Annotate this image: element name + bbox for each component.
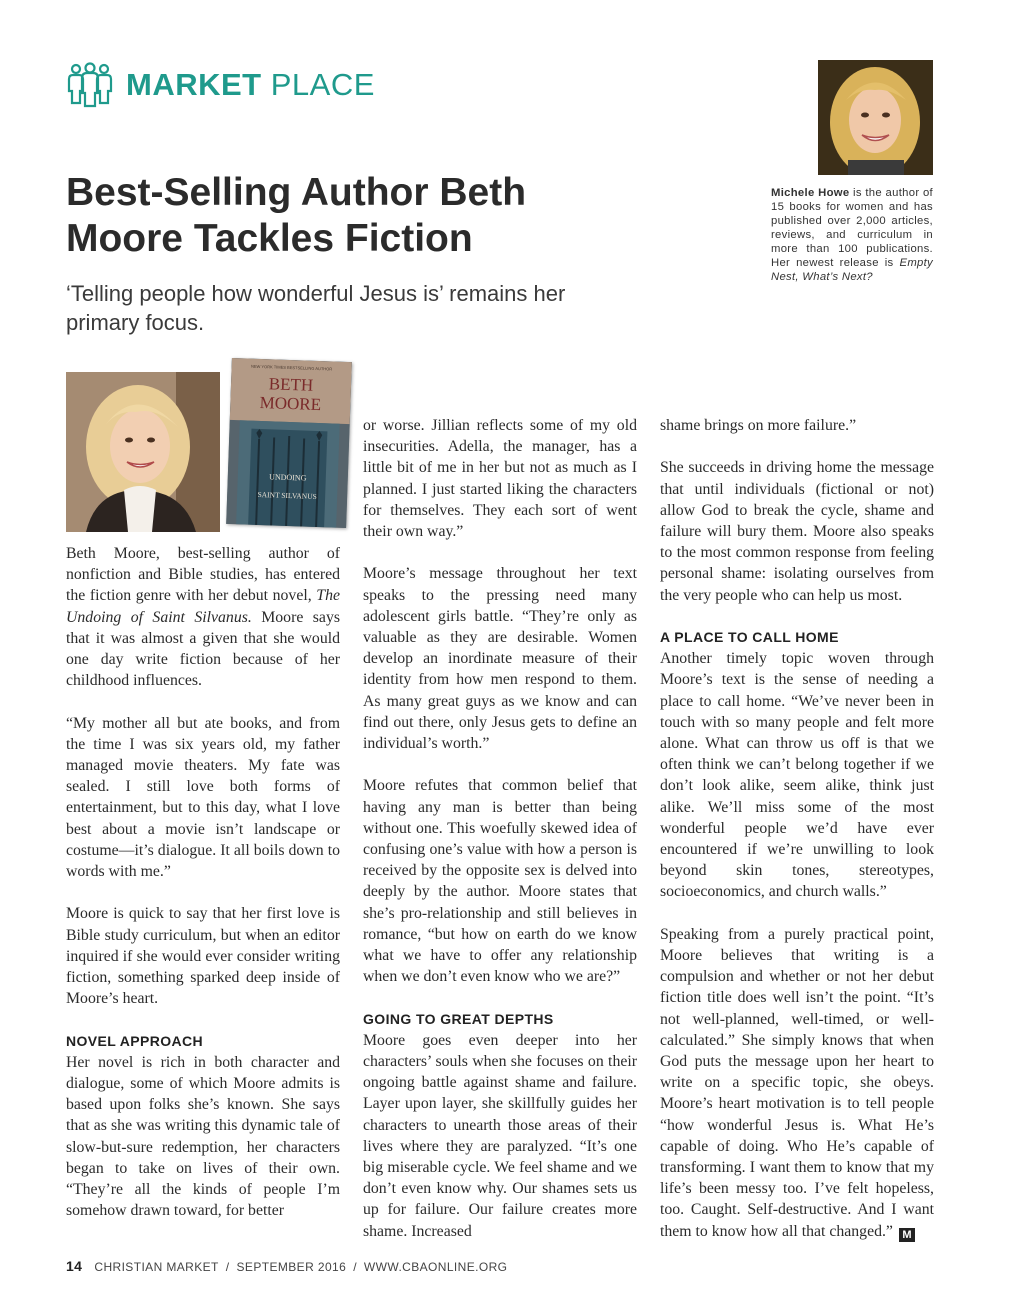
subheading-novel-approach: NOVEL APPROACH [66, 1032, 204, 1049]
article-subtitle: ‘Telling people how wonderful Jesus is’ remains her primary focus. [66, 281, 566, 335]
section-title: MARKET PLACE [126, 67, 375, 102]
end-mark-icon: M [899, 1228, 915, 1242]
paragraph: Her novel is rich in both character and dialogue, some of which Moore admits is based upon folks she’s known. She says that as she was writing this dynamic tale of slow-but-sure redemption, her characters began to take on lives of their own. “They’re all the kinds of people I’m somehow drawn toward, for better [66, 1053, 340, 1220]
article-column-3 [660, 415, 934, 1263]
article-title: Best-Selling Author Beth Moore Tackles Fiction [66, 171, 527, 260]
book-title: The Undoing of Saint Silvanus. [66, 587, 340, 626]
paragraph: She succeeds in driving home the message that until individuals (fictional or not) allow God to break the cycle, shame and failure will bury them. Moore also speaks to the most common response from feeling personal shame: isolating ourselves from the very people who can help us most. [660, 459, 934, 604]
book-cover-title-1: UNDOING [268, 472, 307, 483]
book-cover-image [226, 358, 352, 528]
author-name: Michele Howe [771, 187, 850, 199]
people-group-icon [66, 61, 114, 109]
author-book-title: Empty Nest, What’s Next? [771, 257, 933, 283]
page-number: 14 [66, 1258, 83, 1274]
paragraph: Speaking from a purely practical point, Moore believes that writing is a compulsion and whether or not her debut fiction title does well isn’t the point. “It’s not well-planned, well-timed, or well-calculated.” She simply knows that when God puts the message upon her heart to write on a specific topic, she obeys. Moore’s heart motivation is to tell people “how wonderful Jesus is. What He’s capable of doing. Who He’s capable of transforming. I want them to know that my life’s been messy too. I’ve felt hopeless, too. Caught. Self-destructive. And I want them to know how all that changed.” M [660, 925, 934, 1241]
subheading-going-to-great-depths: GOING TO GREAT DEPTHS [363, 1010, 554, 1027]
paragraph: or worse. Jillian reflects some of my old insecurities. Adella, the manager, has a little bit of me in her but not as much as I planned. I just started liking the characters for themselves. They each sort of went their own way.” [363, 417, 637, 541]
website-url: WWW.CBAONLINE.ORG [363, 1260, 508, 1274]
page-footer: 14 CHRISTIAN MARKET / SEPTEMBER 2016 / WWW.CBAONLINE.ORG [66, 1258, 508, 1274]
section-header [66, 60, 375, 110]
paragraph: Beth Moore, best-selling author of nonfiction and Bible studies, has entered the fiction genre with her debut novel, The Undoing of Saint Silvanus. Moore says that it was almost a given that she would one day write fiction because of her childhood influences. [66, 545, 340, 690]
article-column-2 [363, 415, 637, 1263]
article-column-1 [66, 543, 340, 1243]
issue-date: SEPTEMBER 2016 [236, 1260, 347, 1274]
author-photo [818, 60, 933, 175]
paragraph: “My mother all but ate books, and from the time I was six years old, my father managed movie theaters. My fate was sealed. I still love both forms of entertainment, but to this day, what I love best about a movie isn’t landscape or costume—it’s dialogue. It all boils down to words with me.” [66, 714, 340, 881]
paragraph: Moore’s message throughout her text speaks to the pressing need many adolescent girls battle. “They’re only as valuable as they are desirable. Women develop an inordinate measure of their identity from how men respond to them. As many great guys as we know and can find out there, only Jesus gets to define an individual’s worth.” [363, 565, 637, 753]
book-cover-tagline: NEW YORK TIMES BESTSELLING AUTHOR [250, 363, 333, 372]
book-cover-author-first: BETH [268, 374, 314, 395]
book-cover-author-last: MOORE [259, 392, 322, 415]
book-cover-title-2: SAINT SILVANUS [257, 489, 317, 501]
author-bio: Michele Howe is the author of 15 books for women and has published over 2,000 articles, reviews, and curriculum in more than 100 publications. Her newest release is Empty Nest, What’s Next? [771, 187, 933, 283]
paragraph: Moore goes even deeper into her characters’ souls when she focuses on their ongoing battle against shame and failure. Layer upon layer, she skillfully guides her characters to unearth those areas of their lives where they are paralyzed. “It’s one big miserable cycle. We feel shame and we don’t even know why. Our shames sets us up for failure. Our failure creates more shame. Increased [363, 1031, 637, 1240]
paragraph: Another timely topic woven through Moore’s text is the sense of needing a place to call home. “We’ve never been in touch with so many people and felt more alone. What can throw us off is that we often think we can’t belong together if we don’t look alike, seem alike, think just alike. We’ll miss some of the most wonderful people we’d have ever encountered if we’re unwilling to look beyond skin tones, stereotypes, socioeconomics, and church walls.” [660, 650, 934, 901]
subheading-a-place-to-call-home: A PLACE TO CALL HOME [660, 629, 839, 645]
paragraph: Moore refutes that common belief that having any man is better than being without one. This woefully skewed idea of confusing one’s value with how a person is received by the opposite sex is delved into deeply by the author. Moore states that she’s pro-relationship and still believes in romance, “but how on earth do we know what we have to offer any relationship when we don’t even know who we are?” [363, 777, 637, 986]
beth-moore-photo [66, 372, 220, 532]
magazine-name: CHRISTIAN MARKET [94, 1260, 219, 1274]
paragraph: Moore is quick to say that her first love is Bible study curriculum, but when an editor inquired if she would ever consider writing fiction, something sparked deep inside of Moore’s heart. [66, 905, 340, 1008]
paragraph: shame brings on more failure.” [660, 417, 857, 434]
